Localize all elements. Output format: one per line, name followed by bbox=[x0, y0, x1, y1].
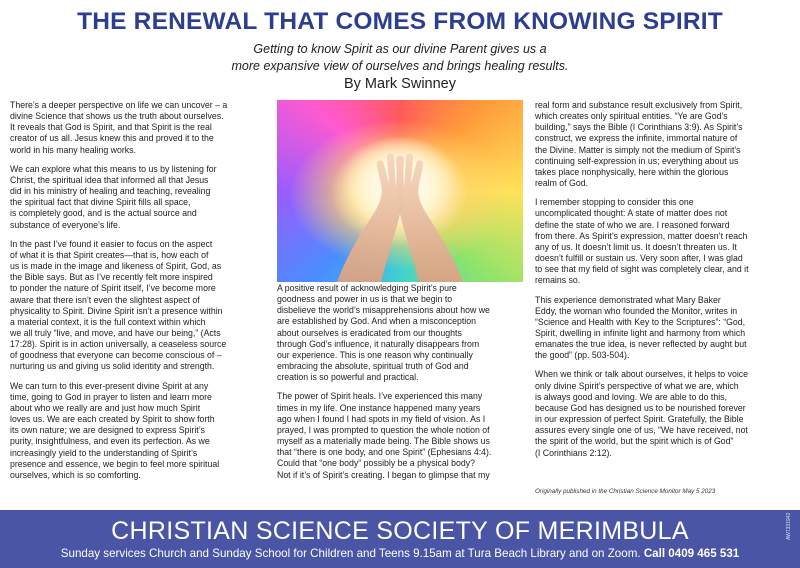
text-line: Spirit, dwelling in infinite light and harmony from which bbox=[535, 327, 746, 338]
article-headline: THE RENEWAL THAT COMES FROM KNOWING SPIRIT bbox=[77, 8, 723, 35]
text-line: its own nature; we are designed to express Spirit’s bbox=[10, 425, 205, 436]
column-middle bbox=[277, 283, 523, 489]
text-line: doesn’t fulfill or sustain us. Very soon after, I was glad bbox=[535, 253, 743, 264]
text-line: Eddy, the woman who founded the Monitor, writes in bbox=[535, 305, 738, 316]
text-line: from there. As Spirit’s expression, matter doesn’t reach bbox=[535, 230, 748, 241]
text-line: prayed, I was prompted to question the whole notion of bbox=[277, 424, 490, 435]
text-line: ourselves, which is so comforting. bbox=[10, 469, 141, 480]
text-line: uncomplicated thought: A state of matter does not bbox=[535, 208, 728, 219]
text-line: the good” (pp. 503-504). bbox=[535, 350, 630, 361]
open-hands-light-icon bbox=[277, 100, 523, 282]
publication-credit: Originally published in the Christian Science Monitor May 5 2023 bbox=[535, 488, 716, 495]
byline: By Mark Swinney bbox=[343, 76, 456, 92]
text-line: nurturing us and giving us solid identity and strength. bbox=[10, 361, 215, 372]
text-line: which creates only spiritual entities. “Ye are God’s bbox=[535, 111, 728, 122]
text-line: disbelieve the world’s misapprehensions about how we bbox=[277, 305, 490, 316]
text-line: In the past I’ve found it easier to focus on the aspect bbox=[10, 238, 213, 249]
text-line: embracing the absolute, spiritual truth of God and bbox=[277, 361, 469, 372]
text-line: goodness and power in us is that we begin to bbox=[277, 294, 453, 305]
text-line: emanates the true idea, is never reflected by aught but bbox=[535, 339, 747, 350]
text-line: This experience demonstrated what Mary Baker bbox=[535, 294, 721, 305]
text-line: We can turn to this ever-present divine Spirit at any bbox=[10, 380, 209, 391]
text-line: divine Science that shows us the truth about ourselves. bbox=[10, 111, 224, 122]
paragraph bbox=[535, 369, 791, 458]
text-line: through God’s influence, it naturally disappears from bbox=[277, 338, 480, 349]
text-line: “Science and Health with Key to the Scriptures”: “God, bbox=[535, 316, 746, 327]
text-line: remains so. bbox=[535, 275, 581, 286]
text-line: increasingly yield to the understanding of Spirit’s bbox=[10, 447, 198, 458]
text-line: is always good and loving. We are able to do this, bbox=[535, 391, 727, 402]
text-line: substance of everyone’s life. bbox=[10, 219, 121, 230]
text-line: a material context, it is the full context within which bbox=[10, 316, 206, 327]
footer-service-info bbox=[0, 547, 800, 560]
text-line: are established by God. And when a misconception bbox=[277, 316, 476, 327]
text-line: world in his many healing works. bbox=[10, 144, 136, 155]
text-line: to see that my field of sight was completely clear, and it bbox=[535, 264, 749, 275]
text-line: construct, we express the infinite, immortal nature of bbox=[535, 133, 738, 144]
text-line: Christ, the spiritual idea that informed all that Jesus bbox=[10, 174, 209, 185]
text-line: of what it is that Spirit creates—that is, how each of bbox=[10, 249, 209, 260]
paragraph bbox=[535, 100, 791, 189]
text-line: time, going to God in prayer to listen and learn more bbox=[10, 391, 212, 402]
text-line: define the state of who we are. I reasoned forward bbox=[535, 219, 730, 230]
paragraph bbox=[10, 164, 267, 231]
text-line: aware that there isn’t even the slightest aspect of bbox=[10, 294, 200, 305]
column-left bbox=[10, 100, 267, 489]
column-right bbox=[535, 100, 791, 467]
text-line: We can explore what this means to us by listening for bbox=[10, 163, 217, 174]
text-line: purity, insightfulness, and even its perfection. As we bbox=[10, 436, 210, 447]
text-line: It reveals that God is Spirit, and that Spirit is the real bbox=[10, 122, 212, 133]
paragraph bbox=[277, 391, 523, 480]
text-line: did in his ministry of healing and teaching, revealing bbox=[10, 186, 211, 197]
footer-title: CHRISTIAN SCIENCE SOCIETY OF MERIMBULA bbox=[111, 517, 689, 545]
text-line: loves us. We are each created by Spirit to show forth bbox=[10, 414, 215, 425]
text-line: that “there is one body, and one Spirit” (Ephesians 4:4). bbox=[277, 447, 492, 458]
text-line: to ponder the nature of Spirit itself, I’ve become more bbox=[10, 283, 216, 294]
text-line: of goodness that everyone can become conscious of – bbox=[10, 350, 222, 361]
text-line: A positive result of acknowledging Spirit’s pure bbox=[277, 283, 457, 293]
paragraph bbox=[535, 197, 791, 286]
text-line: real form and substance result exclusively from Spirit, bbox=[535, 100, 743, 110]
text-line: ago when I found I had spots in my field of vision. As I bbox=[277, 413, 486, 424]
text-line: about who we really are and just how much Spirit bbox=[10, 402, 201, 413]
text-line: the spirit of the world, but the spirit which is of God” bbox=[535, 436, 734, 447]
text-line: realm of God. bbox=[535, 178, 589, 189]
paragraph bbox=[535, 295, 791, 362]
paragraph bbox=[10, 239, 267, 373]
text-line: any of us. It doesn’t limit us. It doesn’t threaten us. It bbox=[535, 241, 737, 252]
text-line: physicality to Spirit. Divine Spirit isn’t a presence within bbox=[10, 305, 223, 316]
subtitle-line: Getting to know Spirit as our divine Parent gives us a bbox=[253, 42, 547, 56]
hands-light-photo bbox=[277, 100, 523, 282]
text-line: the Bible says. But as I’ve recently felt more inspired bbox=[10, 272, 213, 283]
text-line: myself as a materially made being. The Bible shows us bbox=[277, 436, 490, 447]
paragraph bbox=[10, 100, 267, 156]
text-line: Could that “one body” possibly be a physical body? bbox=[277, 458, 475, 469]
text-line: takes place nonphysically, here within the glorious bbox=[535, 166, 729, 177]
text-line: because God has designed us to be nourished forever bbox=[535, 402, 746, 413]
text-line: creator of us all. Jesus knew this and proved it to the bbox=[10, 133, 214, 144]
text-line: us is made in the image and likeness of Spirit, God, as bbox=[10, 261, 222, 272]
text-line: the spiritual fact that divine Spirit fills all space, bbox=[10, 197, 191, 208]
text-line: in our expression of perfect Spirit. Gratefully, the Bible bbox=[535, 414, 744, 425]
text-line: creation is so powerful and practical. bbox=[277, 372, 419, 383]
text-line: 17:28). Spirit is in action universally, a ceaseless source bbox=[10, 339, 227, 350]
text-line: There’s a deeper perspective on life we can uncover – a bbox=[10, 100, 228, 110]
text-line: (I Corinthians 2:12). bbox=[535, 447, 612, 458]
text-line: continuing self-expression in us; everything about us bbox=[535, 155, 739, 166]
text-line: the Divine. Matter is simply not the medium of Spirit’s bbox=[535, 144, 741, 155]
paragraph bbox=[277, 283, 523, 383]
text-line: about ourselves is eradicated from our thoughts bbox=[277, 327, 462, 338]
text-line: times in my life. One instance happened many years bbox=[277, 402, 481, 413]
ad-code: AW7331942 bbox=[786, 512, 792, 540]
text-line: is completely good, and is the actual source and bbox=[10, 208, 197, 219]
text-line: only divine Spirit’s perspective of what we are, which bbox=[535, 380, 739, 391]
footer-banner bbox=[0, 510, 800, 568]
text-line: our experience. This is one reason why continually bbox=[277, 349, 473, 360]
text-line: presence and essence, we begin to feel more spiritual bbox=[10, 458, 220, 469]
contact-phone[interactable]: Call 0409 465 531 bbox=[643, 547, 740, 560]
text-line: building,” says the Bible (I Corinthians 3:9). As Spirit’s bbox=[535, 122, 743, 133]
article-subtitle bbox=[0, 41, 800, 75]
text-line: Not if it’s of Spirit’s creating. I began to glimpse that my bbox=[277, 469, 490, 480]
text-line: The power of Spirit heals. I’ve experienced this many bbox=[277, 391, 483, 402]
text-line: assures every single one of us, “We have received, not bbox=[535, 425, 748, 436]
text-line: When we think or talk about ourselves, it helps to voice bbox=[535, 369, 749, 380]
service-times: Sunday services Church and Sunday School for Children and Teens 9.15am at Tura Beach Library and on Zoom. bbox=[60, 547, 641, 560]
paragraph bbox=[10, 381, 267, 481]
subtitle-line: more expansive view of ourselves and brings healing results. bbox=[231, 59, 569, 73]
text-line: we all truly “live, and move, and have our being,” (Acts bbox=[10, 327, 221, 338]
text-line: I remember stopping to consider this one bbox=[535, 197, 694, 208]
